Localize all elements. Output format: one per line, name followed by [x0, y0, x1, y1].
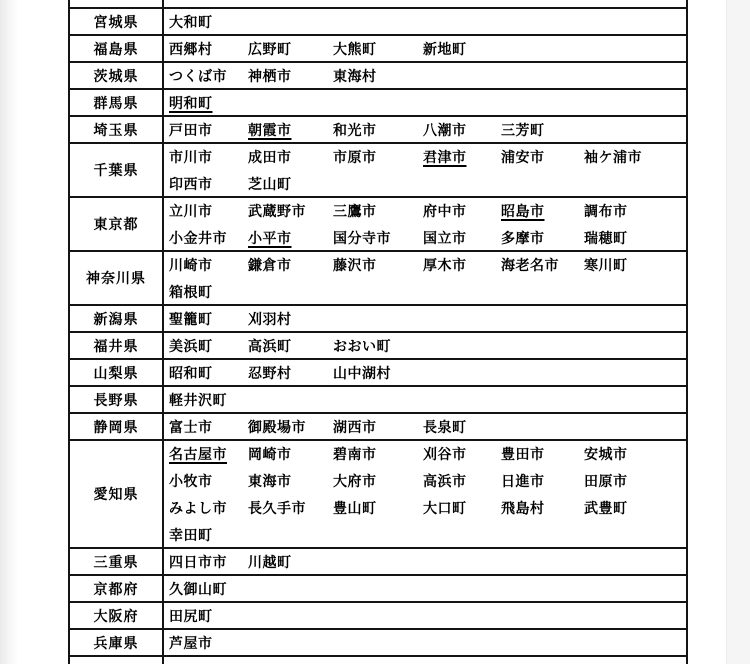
municipality-cell: [164, 36, 686, 61]
municipality-label: 三鷹市: [333, 203, 377, 219]
municipality-label: 大和町: [169, 14, 213, 30]
municipality-cell: [164, 252, 686, 304]
prefecture-table: [68, 0, 688, 664]
municipality-label: 海老名市: [501, 257, 559, 273]
municipality-link[interactable]: 朝霞市: [248, 122, 292, 138]
municipality-cell: [164, 198, 686, 250]
table-row: [70, 414, 686, 441]
prefecture-cell: 長野県: [70, 387, 164, 412]
municipality-label: 多摩市: [501, 230, 545, 246]
municipality-label: 久御山町: [169, 581, 227, 597]
municipality-label: 神栖市: [248, 68, 292, 84]
table-row: [70, 117, 686, 144]
municipality-label: 広野町: [248, 41, 292, 57]
municipality-label: 袖ケ浦市: [584, 149, 642, 165]
municipality-label: おおい町: [333, 338, 391, 354]
municipality-label: 芝山町: [248, 176, 292, 192]
municipality-link[interactable]: 明和町: [169, 95, 213, 111]
municipality-label: 山中湖村: [333, 365, 391, 381]
municipality-label: 浦安市: [501, 149, 545, 165]
municipality-label: 鎌倉市: [248, 257, 292, 273]
municipality-label: 三芳町: [501, 122, 545, 138]
municipality-label: 豊山町: [333, 500, 377, 516]
municipality-label: 四日市市: [169, 554, 227, 570]
municipality-label: 武豊町: [584, 500, 628, 516]
table-row: [70, 630, 686, 657]
municipality-label: 豊田市: [501, 446, 545, 462]
municipality-cell: [164, 9, 686, 34]
municipality-label: 市原市: [333, 149, 377, 165]
municipality-label: 碧南市: [333, 446, 377, 462]
municipality-label: 瑞穂町: [584, 230, 628, 246]
table-row: [70, 90, 686, 117]
table-row: [70, 306, 686, 333]
prefecture-cell: 新潟県: [70, 306, 164, 331]
prefecture-cell: 福島県: [70, 36, 164, 61]
prefecture-cell: 京都府: [70, 576, 164, 601]
prefecture-cell: [70, 657, 164, 664]
municipality-label: 刈谷市: [423, 446, 467, 462]
municipality-link[interactable]: 君津市: [423, 149, 467, 165]
municipality-label: 西郷村: [169, 41, 213, 57]
table-row: [70, 198, 686, 252]
municipality-label: 高浜町: [248, 338, 292, 354]
prefecture-cell: 兵庫県: [70, 630, 164, 655]
table-row: [70, 252, 686, 306]
municipality-label: 湖西市: [333, 419, 377, 435]
municipality-label: 寒川町: [584, 257, 628, 273]
municipality-label: 小牧市: [169, 473, 213, 489]
municipality-label: 高浜市: [423, 473, 467, 489]
municipality-cell: [164, 333, 686, 358]
page-margin-right: [726, 0, 750, 664]
municipality-label: 富士市: [169, 419, 213, 435]
municipality-label: つくば市: [169, 68, 227, 84]
municipality-label: 国立市: [423, 230, 467, 246]
municipality-label: 市川市: [169, 149, 213, 165]
prefecture-cell: 千葉県: [70, 144, 164, 196]
table-row: [70, 9, 686, 36]
table-row: [70, 387, 686, 414]
municipality-label: 長久手市: [248, 500, 306, 516]
municipality-label: 川崎市: [169, 257, 213, 273]
municipality-label: 成田市: [248, 149, 292, 165]
municipality-cell: [164, 360, 686, 385]
municipality-label: 忍野村: [248, 365, 292, 381]
municipality-label: 芦屋市: [169, 635, 213, 651]
partial-row-top: [70, 0, 686, 9]
municipality-label: 聖籠町: [169, 311, 213, 327]
municipality-label: 日進市: [501, 473, 545, 489]
table-row: [70, 333, 686, 360]
municipality-cell: [164, 387, 686, 412]
municipality-link[interactable]: 小平市: [248, 230, 292, 246]
municipality-label: 八潮市: [423, 122, 467, 138]
table-row: [70, 63, 686, 90]
prefecture-cell: [70, 0, 164, 7]
prefecture-cell: 静岡県: [70, 414, 164, 439]
prefecture-cell: 神奈川県: [70, 252, 164, 304]
prefecture-cell: 埼玉県: [70, 117, 164, 142]
partial-row-bottom: [70, 657, 686, 664]
municipality-label: みよし市: [169, 500, 227, 516]
municipality-label: 新地町: [423, 41, 467, 57]
municipality-label: 立川市: [169, 203, 213, 219]
table-row: [70, 603, 686, 630]
prefecture-cell: 茨城県: [70, 63, 164, 88]
municipality-cell: [164, 306, 686, 331]
municipality-label: 刈羽村: [248, 311, 292, 327]
municipality-cell: [164, 441, 686, 547]
municipality-cell: [164, 603, 686, 628]
municipality-label: 印西市: [169, 176, 213, 192]
table-row: [70, 576, 686, 603]
municipality-label: 軽井沢町: [169, 392, 227, 408]
municipality-label: 調布市: [584, 203, 628, 219]
municipality-cell: [164, 117, 686, 142]
prefecture-cell: 愛知県: [70, 441, 164, 547]
municipality-cell: [164, 144, 686, 196]
municipality-label: 昭和町: [169, 365, 213, 381]
prefecture-cell: 東京都: [70, 198, 164, 250]
municipality-label: 東海市: [248, 473, 292, 489]
municipality-label: 府中市: [423, 203, 467, 219]
municipality-label: 藤沢市: [333, 257, 377, 273]
prefecture-cell: 三重県: [70, 549, 164, 574]
municipality-label: 長泉町: [423, 419, 467, 435]
municipality-label: 厚木市: [423, 257, 467, 273]
municipality-label: 東海村: [333, 68, 377, 84]
municipality-label: 幸田町: [169, 527, 213, 543]
municipality-label: 箱根町: [169, 284, 213, 300]
municipality-label: 大府市: [333, 473, 377, 489]
municipality-label: 戸田市: [169, 122, 213, 138]
municipality-label: 美浜町: [169, 338, 213, 354]
municipality-label: 大熊町: [333, 41, 377, 57]
prefecture-cell: 福井県: [70, 333, 164, 358]
municipality-label: 田尻町: [169, 608, 213, 624]
prefecture-cell: 群馬県: [70, 90, 164, 115]
municipality-label: 武蔵野市: [248, 203, 306, 219]
municipality-cell: [164, 576, 686, 601]
prefecture-cell: 宮城県: [70, 9, 164, 34]
table-row: [70, 441, 686, 549]
municipality-cell: [164, 63, 686, 88]
prefecture-cell: 山梨県: [70, 360, 164, 385]
municipality-label: 国分寺市: [333, 230, 391, 246]
municipality-label: 岡崎市: [248, 446, 292, 462]
municipality-link[interactable]: 名古屋市: [169, 446, 227, 462]
municipality-link[interactable]: 昭島市: [501, 203, 545, 219]
table-row: [70, 144, 686, 198]
municipality-cell: [164, 630, 686, 655]
municipality-cell: [164, 549, 686, 574]
table-row: [70, 549, 686, 576]
municipality-cell: [164, 90, 686, 115]
municipality-label: 安城市: [584, 446, 628, 462]
municipality-label: 大口町: [423, 500, 467, 516]
municipality-cell: [164, 0, 686, 7]
municipality-cell: [164, 657, 686, 664]
page-margin-left: [0, 0, 17, 664]
municipality-label: 御殿場市: [248, 419, 306, 435]
prefecture-cell: 大阪府: [70, 603, 164, 628]
table-row: [70, 360, 686, 387]
municipality-label: 小金井市: [169, 230, 227, 246]
municipality-label: 川越町: [248, 554, 292, 570]
municipality-label: 田原市: [584, 473, 628, 489]
municipality-label: 飛島村: [501, 500, 545, 516]
table-row: [70, 36, 686, 63]
municipality-label: 和光市: [333, 122, 377, 138]
municipality-cell: [164, 414, 686, 439]
